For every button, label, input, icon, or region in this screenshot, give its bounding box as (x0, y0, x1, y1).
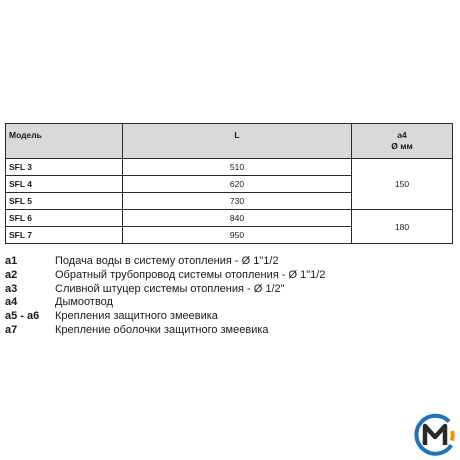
logo-letter-m (425, 426, 445, 445)
l-cell: 840 (123, 210, 352, 227)
model-cell: SFL 5 (6, 193, 123, 210)
table-row (6, 159, 453, 176)
legend-item (5, 255, 325, 269)
legend-text: Сливной штуцер системы отопления - Ø 1/2" (55, 282, 285, 295)
m-logo-icon (413, 413, 457, 457)
legend-key: a3 (5, 282, 18, 295)
l-cell: 620 (123, 176, 352, 193)
legend-text: Обратный трубопровод системы отопления - Ø 1"1/2 (55, 268, 326, 281)
logo-ring-orange (452, 431, 453, 441)
legend-key: a7 (5, 323, 18, 336)
legend-item (5, 324, 325, 338)
legend-text: Подача воды в систему отопления - Ø 1"1/2 (55, 255, 279, 267)
model-cell: SFL 3 (6, 159, 123, 176)
table-row (6, 210, 453, 227)
legend-key: a4 (5, 296, 18, 309)
header-a4 (352, 124, 453, 159)
l-cell: 510 (123, 159, 352, 176)
a4-cell: 150 (352, 159, 453, 210)
l-cell: 730 (123, 193, 352, 210)
legend-item (5, 269, 325, 283)
model-cell: SFL 4 (6, 176, 123, 193)
header-a4-unit: Ø мм (391, 141, 413, 151)
model-cell: SFL 6 (6, 210, 123, 227)
legend-item (5, 283, 325, 297)
legend-item (5, 310, 325, 324)
header-a4-label: a4 (397, 130, 407, 140)
legend-text: Дымоотвод (55, 296, 113, 309)
spec-table (5, 123, 453, 244)
legend (5, 255, 325, 338)
legend-text: Крепления защитного змеевика (55, 310, 218, 323)
legend-item (5, 296, 325, 310)
legend-key: a1 (5, 255, 18, 267)
legend-key: a5 - a6 (5, 310, 40, 323)
legend-text: Крепление оболочки защитного змеевика (55, 323, 269, 336)
table-header-row (6, 124, 453, 159)
model-cell: SFL 7 (6, 227, 123, 244)
l-cell: 950 (123, 227, 352, 244)
legend-key: a2 (5, 268, 18, 281)
a4-cell: 180 (352, 210, 453, 244)
header-l: L (123, 124, 352, 159)
header-model: Модель (6, 124, 123, 159)
